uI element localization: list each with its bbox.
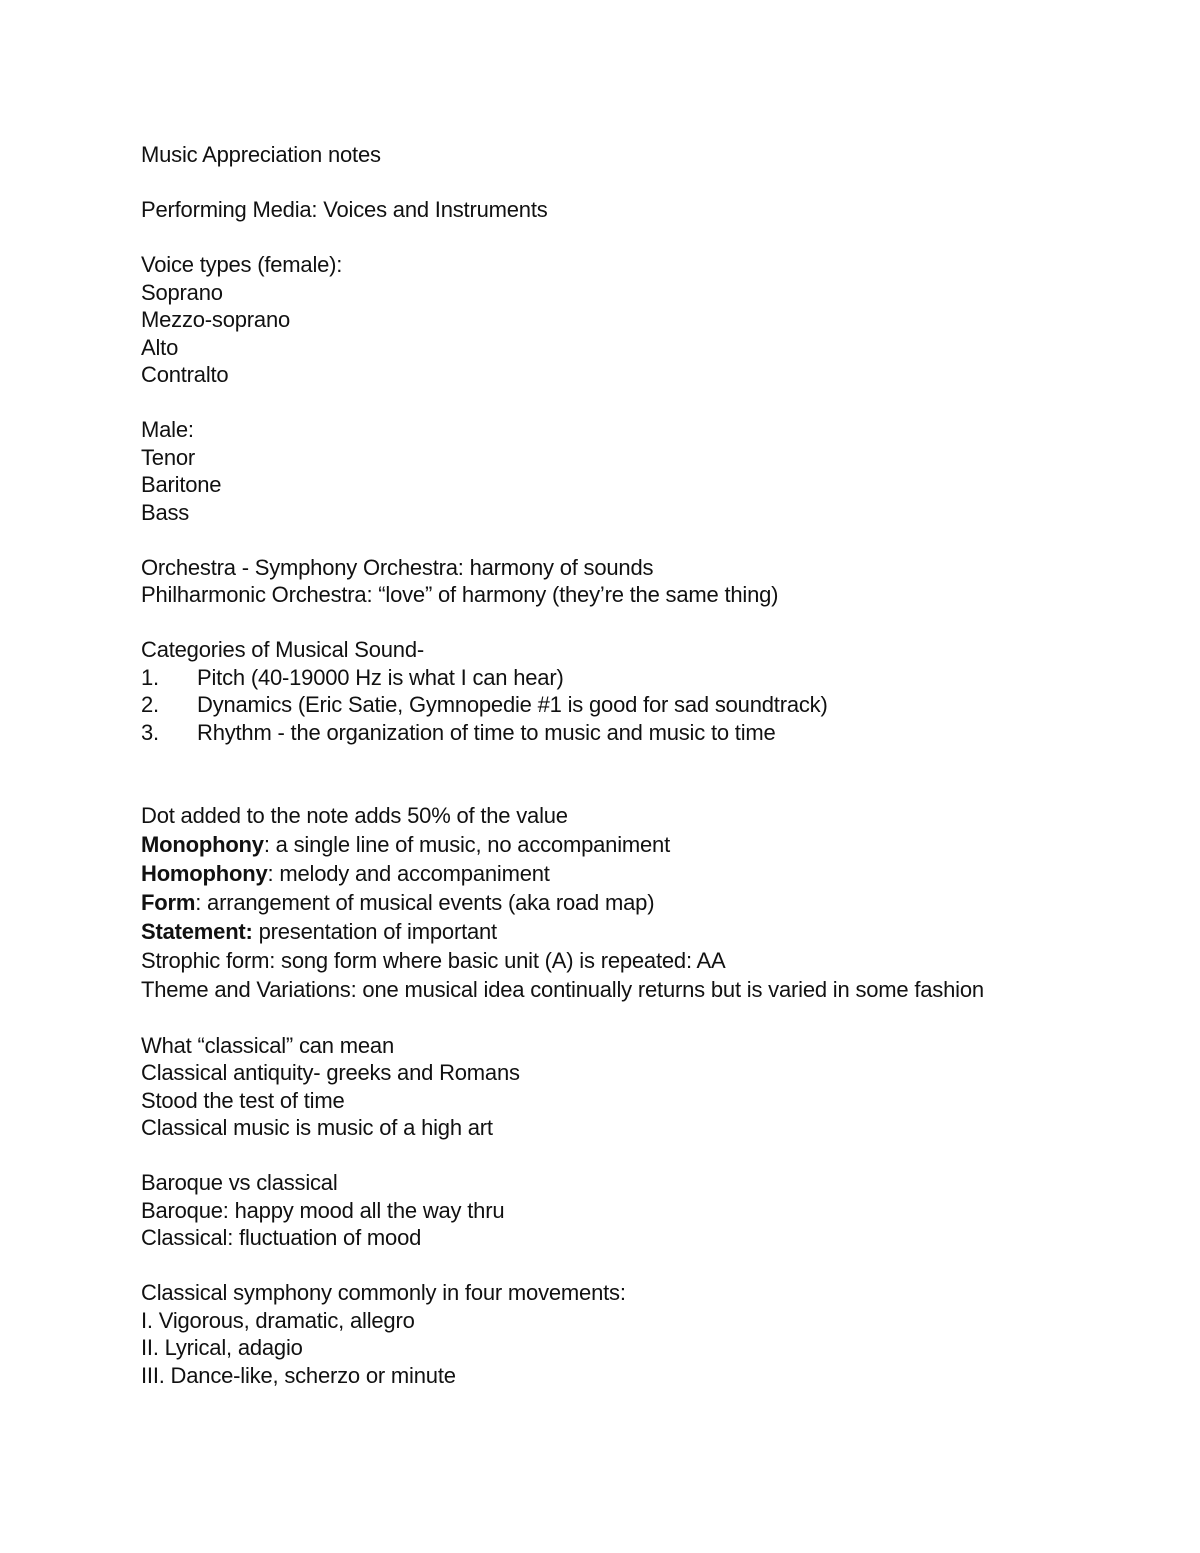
baroque-heading: Baroque vs classical [141,1170,338,1195]
voice-type: Soprano [141,279,223,305]
terms-section [141,801,1021,1004]
list-item [141,664,1021,692]
male-voices-heading: Male: [141,417,194,442]
term-label: Homophony [141,861,268,886]
voice-type: Bass [141,499,190,525]
list-text: Rhythm - the organization of time to music and music to time [197,719,776,745]
symphony-heading: Classical symphony commonly in four movements: [141,1280,626,1305]
classical-heading: What “classical” can mean [141,1032,394,1058]
classical-item: Classical music is music of a high art [141,1115,493,1140]
list-number: 3. [141,719,159,745]
female-voices-heading: Voice types (female): [141,252,343,277]
list-item [141,719,1021,747]
baroque-item: Baroque: happy mood all the way thru [141,1197,505,1223]
categories-heading: Categories of Musical Sound- [141,637,424,662]
document-title: Music Appreciation notes [141,142,381,167]
dot-note: Dot added to the note adds 50% of the value [141,803,568,828]
strophic-form-note: Strophic form: song form where basic unit (A) is repeated: AA [141,948,726,973]
voice-type: Mezzo-soprano [141,307,291,332]
section-heading-performing-media: Performing Media: Voices and Instruments [141,197,548,222]
movement-item: III. Dance-like, scherzo or minute [141,1362,456,1388]
philharmonic-note: Philharmonic Orchestra: “love” of harmony (they’re the same thing) [141,582,779,607]
term-label: Form [141,890,196,915]
voice-type: Alto [141,334,179,360]
voice-type: Contralto [141,362,229,387]
voice-type: Tenor [141,444,196,470]
list-number: 2. [141,692,159,717]
term-definition: presentation of important [252,919,497,944]
list-item [141,691,1021,719]
term-definition: : a single line of music, no accompaniment [263,832,670,857]
term-homophony [141,859,1021,888]
movement-item: I. Vigorous, dramatic, allegro [141,1307,415,1333]
term-monophony [141,830,1021,859]
orchestra-note: Orchestra - Symphony Orchestra: harmony of sounds [141,554,654,580]
theme-variations-note: Theme and Variations: one musical idea continually returns but is varied in some fashion [141,977,984,1002]
classical-item: Stood the test of time [141,1087,345,1113]
term-form [141,888,1021,917]
term-definition: : arrangement of musical events (aka road map) [195,890,655,915]
term-definition: : melody and accompaniment [267,861,550,886]
term-statement [141,917,1021,946]
term-label: Monophony [141,832,264,857]
list-text: Dynamics (Eric Satie, Gymnopedie #1 is good for sad soundtrack) [197,692,828,717]
list-number: 1. [141,664,159,690]
voice-type: Baritone [141,472,222,497]
baroque-item: Classical: fluctuation of mood [141,1225,422,1250]
document-body [141,141,1021,1389]
term-label: Statement: [141,919,253,944]
classical-item: Classical antiquity- greeks and Romans [141,1060,520,1085]
movement-item: II. Lyrical, adagio [141,1335,303,1360]
list-text: Pitch (40-19000 Hz is what I can hear) [197,664,564,690]
